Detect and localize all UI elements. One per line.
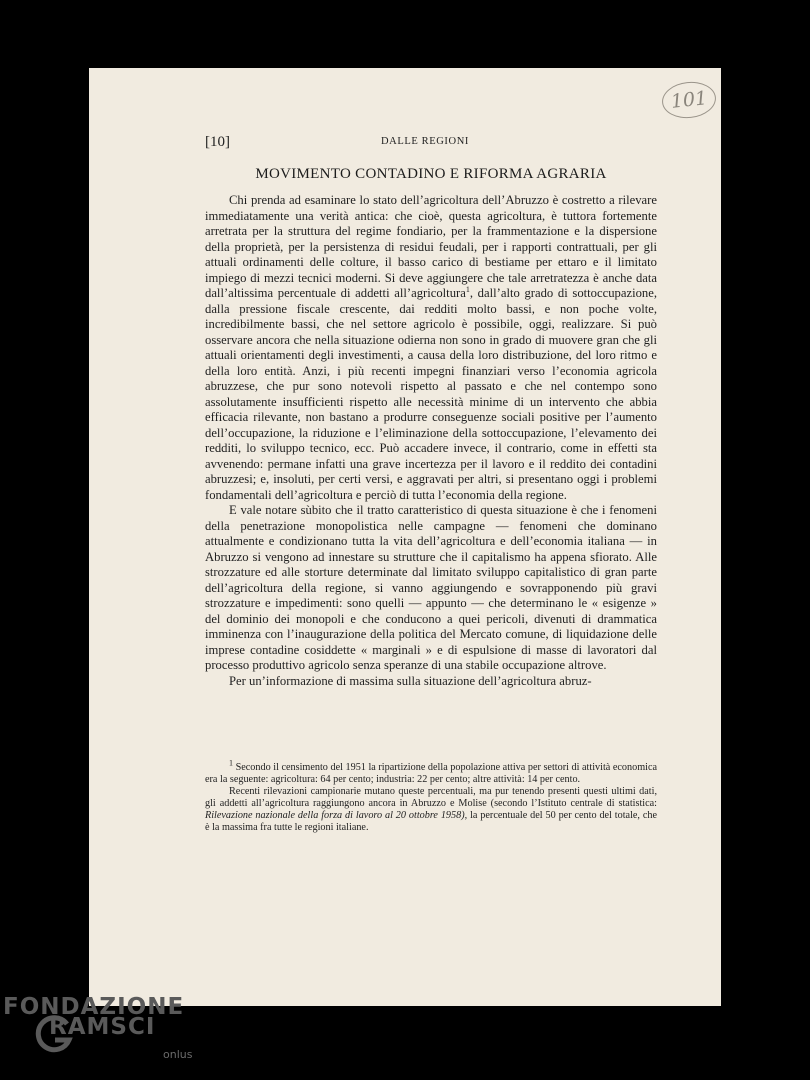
footnote-1 [205, 758, 658, 786]
footnote-2-text-end: la percentuale del 50 per cento del totale, che è la massima fra tutte le regioni italiane. [205, 809, 657, 833]
paragraph-1 [205, 193, 657, 503]
fondazione-gramsci-watermark [3, 990, 223, 1070]
article-title: MOVIMENTO CONTADINO E RIFORMA AGRARIA [255, 166, 607, 182]
article-body [205, 193, 657, 690]
archive-number-stamp: 101 [660, 79, 717, 120]
footnote-2-citation: Rilevazione nazionale della forza di lavoro al 20 ottobre 1958), [205, 809, 468, 821]
footnote-1-marker: 1 [229, 758, 233, 768]
running-head: DALLE REGIONI [381, 136, 469, 147]
footnote-1-text: Secondo il censimento del 1951 la ripartizione della popolazione attiva per settori di attività economica era la seguente: agricoltura: 64 per cento; industria: 22 per cento; altre attività: 14 per cento. [205, 762, 658, 785]
paragraph-1-continued: , dall’alto grado di sottoccupazione, dalla pressione fiscale crescente, dai redditi molto bassi, e non poche volte, incredibilmente bassi, che nel settore agricolo è possibile, oggi, realizzare. Si può osservare ancora che nella situazione odierna non sono in grado di muovere gran che gli attuali orientamenti degli investimenti, a causa della loro distribuzione, del loro ritmo e della loro entità. Anzi, i più recenti impegni finanziari verso l’economia agricola abruzzese, che pur sono notevoli rispetto al passato e che nel contempo sono assolutamente insufficienti rispetto alle necessità minime di un intervento che abbia efficacia rilevante, non bastano a produrre conseguenze sociali positive per l’aumento dell’occupazione, la riduzione e l’eliminazione della sottoccupazione, l’elevamento dei redditi, lo sviluppo tecnico, ecc. Può accadere invece, il contrario, come in effetti sta avvenendo: permane infatti una grave incertezza per il lavoro e il reddito dei contadini abruzzesi; e, insoluti, per certi versi, e aggravati per altri, si presentano oggi i problemi fondamentali dell’agricoltura e perciò di tutta l’economia della regione. [205, 286, 657, 502]
watermark-line-1: FONDAZIONE [3, 994, 185, 1020]
footnote-2 [205, 786, 657, 834]
page-number: [10] [205, 134, 230, 150]
watermark-line-2: RAMSCI [49, 1014, 156, 1040]
paragraph-2: E vale notare sùbito che il tratto caratteristico di questa situazione è che i fenomeni della penetrazione monopolistica nelle campagne — fenomeni che dominano attualmente e condizionano tutta la vita dell’agricoltura e dell’economia italiana — in Abruzzo si vengono ad innestare su strutture che il capitalismo ha appena sfiorato. Alle strozzature ed alle storture determinate dal limitato sviluppo capitalistico di gran parte dell’agricoltura della regione, si vanno aggiungendo e sovrapponendo più gravi strozzature e impedimenti: sono quelli — appunto — che determinano le « esigenze » del dominio dei monopoli e che conducono a quei pericoli, divenuti di drammatica imminenza con l’inaugurazione della politica del Mercato comune, di liquidazione delle imprese contadine cosiddette « marginali » e di espulsione di masse di lavoratori dal processo produttivo agricolo senza speranze di una stabile occupazione altrove. [205, 503, 657, 673]
footnote-ref-1: 1 [465, 284, 470, 294]
paragraph-3: Per un’informazione di massima sulla situazione dell’agricoltura abruz- [229, 673, 592, 688]
paragraph-1-text: Chi prenda ad esaminare lo stato dell’agricoltura dell’Abruzzo è costretto a rilevare immediatamente una verità antica: che cioè, questa agricoltura, è tuttora fortemente arretrata per la struttura del regime fondiario, per la frammentazione e la dispersione della proprietà, per la persistenza di residui feudali, per i rapporti contrattuali, per gli attuali ordinamenti delle colture, il basso carico di bestiame per ettaro e il limitato impiego di mezzi tecnici moderni. Si deve aggiungere che tale arretratezza è anche data dall’altissima percentuale di addetti all’agricoltura [205, 193, 657, 301]
watermark-subtitle: onlus [163, 1048, 193, 1061]
footnotes [205, 758, 658, 833]
footnote-2-text: Recenti rilevazioni campionarie mutano queste percentuali, ma pur tenendo presenti questi ultimi dati, gli addetti all’agricoltura raggiungono ancora in Abruzzo e Molise (secondo l’Istituto centrale di statistica: [205, 785, 657, 809]
